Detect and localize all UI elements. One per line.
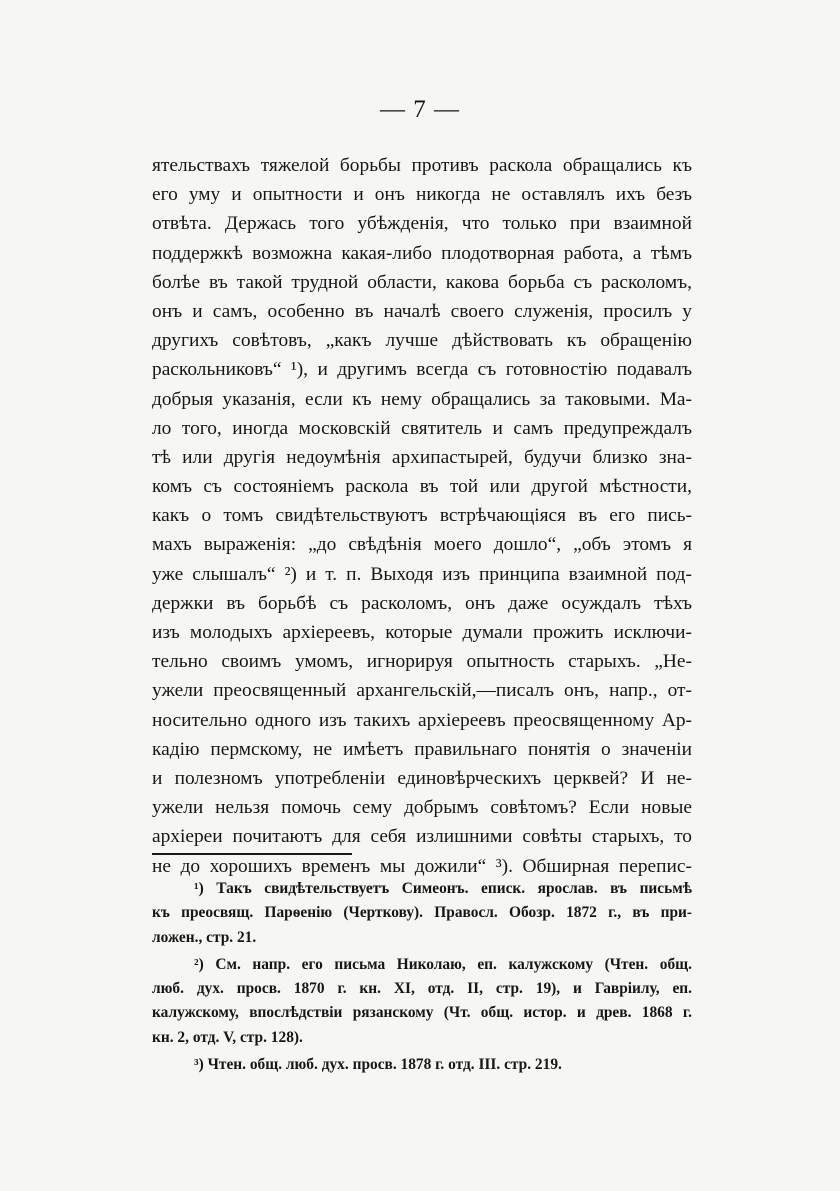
footnote-line: ложен., стр. 21. bbox=[152, 928, 257, 946]
page-number: — 7 — bbox=[380, 96, 460, 123]
text-line: поддержкѣ возможна какая-либо плодотворная работа, а тѣмъ bbox=[152, 242, 692, 264]
footnote-line: ²) См. напр. его письма Николаю, еп. калужскому (Чтен. общ. bbox=[194, 955, 692, 973]
text-line: архіереи почитаютъ для себя излишними совѣты старыхъ, то bbox=[152, 826, 692, 848]
text-line: отвѣта. Держась того убѣжденія, что только при взаимной bbox=[152, 213, 692, 235]
footnote-line: ³) Чтен. общ. люб. дух. просв. 1878 г. отд. III. стр. 219. bbox=[194, 1056, 562, 1074]
text-line: тельно своимъ умомъ, игнорируя опытность старыхъ. „Не- bbox=[152, 651, 692, 673]
text-line: другихъ совѣтовъ, „какъ лучше дѣйствовать къ обращенію bbox=[152, 330, 692, 352]
text-line: болѣе въ такой трудной области, какова борьба съ расколомъ, bbox=[152, 271, 692, 293]
text-line: комъ съ состояніемъ раскола въ той или другой мѣстности, bbox=[152, 476, 692, 498]
text-line: тѣ или другія недоумѣнія архипастырей, будучи близко зна- bbox=[152, 446, 692, 468]
text-line: и полезномъ употребленіи единовѣрческихъ церквей? И не- bbox=[152, 767, 692, 789]
text-line: ло того, иногда московскій святитель и самъ предупреждалъ bbox=[152, 417, 692, 439]
text-line: держки въ борьбѣ съ расколомъ, онъ даже осуждалъ тѣхъ bbox=[152, 592, 692, 614]
text-line: изъ молодыхъ архіереевъ, которые думали прожить исключи- bbox=[152, 622, 692, 643]
footnote-2 bbox=[152, 953, 692, 1050]
text-line: какъ о томъ свидѣтельствуютъ встрѣчающіяся въ его пись- bbox=[152, 505, 692, 527]
text-line: ятельствахъ тяжелой борьбы противъ раскола обращались къ bbox=[152, 155, 692, 176]
footnote-divider bbox=[152, 853, 352, 855]
footnote-3 bbox=[152, 1053, 692, 1077]
text-line: махъ выраженія: „до свѣдѣнія моего дошло“, „объ этомъ я bbox=[152, 534, 692, 556]
text-line: онъ и самъ, особенно въ началѣ своего служенія, просилъ у bbox=[152, 300, 692, 322]
text-line: носительно одного изъ такихъ архіереевъ преосвященному Ар- bbox=[152, 709, 692, 731]
footnote-line: калужскому, впослѣдствіи рязанскому (Чт. общ. истор. и древ. 1868 г. bbox=[152, 1004, 692, 1022]
footnote-1 bbox=[152, 877, 692, 950]
text-line: ужели преосвященный архангельскій,—писалъ онъ, напр., от- bbox=[152, 680, 692, 702]
footnote-line: ¹) Такъ свидѣтельствуетъ Симеонъ. еписк. ярослав. въ письмѣ bbox=[194, 880, 692, 897]
text-line: добрыя указанія, если къ нему обращались за таковыми. Ма- bbox=[152, 388, 692, 410]
text-line: уже слышалъ“ ²) и т. п. Выходя изъ принципа взаимной под- bbox=[152, 563, 692, 585]
text-line: кадію пермскому, не имѣетъ правильнаго понятія о значеніи bbox=[152, 738, 692, 760]
footnote-line: кн. 2, отд. V, стр. 128). bbox=[152, 1028, 303, 1046]
text-line: не до хорошихъ временъ мы дожили“ ³). Обширная перепис- bbox=[152, 855, 692, 877]
footnotes bbox=[152, 877, 692, 1077]
text-line: его уму и опытности и онъ никогда не оставлялъ ихъ безъ bbox=[152, 184, 692, 206]
main-text bbox=[152, 151, 692, 881]
text-line: раскольниковъ“ ¹), и другимъ всегда съ готовностію подавалъ bbox=[152, 359, 692, 381]
footnote-line: люб. дух. просв. 1870 г. кн. XI, отд. II, стр. 19), и Гавріилу, еп. bbox=[152, 980, 692, 998]
text-line: ужели нельзя помочь сему добрымъ совѣтомъ? Если новые bbox=[152, 797, 692, 819]
footnote-line: къ преосвящ. Парѳенію (Черткову). Правосл. Обозр. 1872 г., въ при- bbox=[152, 904, 692, 922]
